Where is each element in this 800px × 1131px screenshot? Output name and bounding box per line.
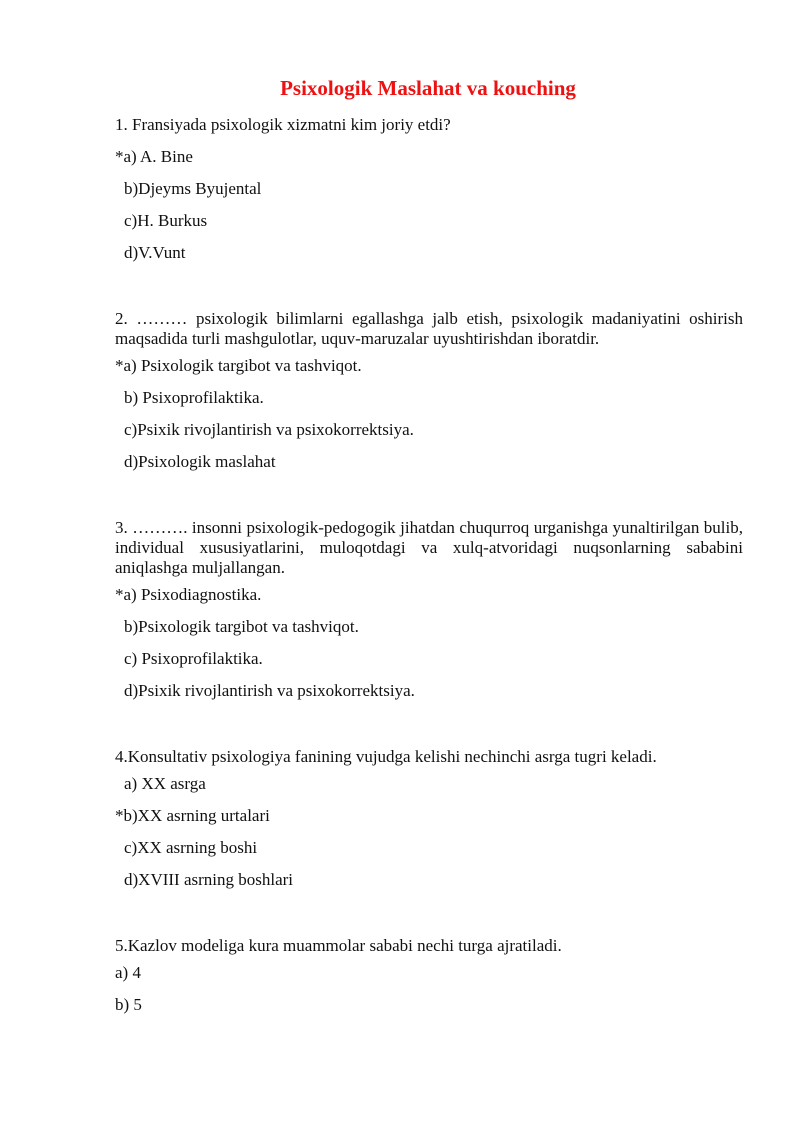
answer-option: b) Psixoprofilaktika.	[124, 388, 264, 407]
answer-option: b) 5	[115, 995, 142, 1014]
answer-option: d)Psixik rivojlantirish va psixokorrektsiya.	[124, 681, 415, 700]
question-text: 3. ………. insonni psixologik-pedogogik jihatdan chuqurroq urganishga yunaltirilgan bulib, individual xususiyatlarini, muloqotdagi va xulq-atvoridagi nuqsonlarning sababini aniqlashga muljallangan.	[115, 518, 743, 577]
answer-option: b)Djeyms Byujental	[124, 179, 262, 198]
answer-option: a) XX asrga	[124, 774, 206, 793]
answer-option: c)XX asrning boshi	[124, 838, 258, 857]
document-body	[115, 112, 743, 1021]
question-block-5	[115, 936, 743, 1021]
answer-option: c)H. Burkus	[124, 211, 208, 230]
question-text: 4.Konsultativ psixologiya fanining vujudga kelishi nechinchi asrga tugri keladi.	[115, 747, 657, 766]
answer-option: d)V.Vunt	[124, 243, 186, 262]
question-text: 2. ……… psixologik bilimlarni egallashga jalb etish, psixologik madaniyatini oshirish maqsadida turli mashgulotlar, uquv-maruzalar uyushtirishdan iboratdir.	[115, 309, 743, 348]
answer-option-correct: *a) Psixodiagnostika.	[115, 585, 262, 604]
question-text: 5.Kazlov modeliga kura muammolar sababi nechi turga ajratiladi.	[115, 936, 562, 955]
answer-option: b)Psixologik targibot va tashviqot.	[124, 617, 359, 636]
answer-option: d)XVIII asrning boshlari	[124, 870, 294, 889]
question-block-4	[115, 747, 743, 896]
question-block-2	[115, 309, 743, 478]
answer-option: a) 4	[115, 963, 141, 982]
answer-option: d)Psixologik maslahat	[124, 452, 276, 471]
answer-option-correct: *b)XX asrning urtalari	[115, 806, 270, 825]
answer-option: c)Psixik rivojlantirish va psixokorrektsiya.	[124, 420, 414, 439]
answer-option-correct: *a) A. Bine	[115, 147, 193, 166]
question-block-1	[115, 115, 743, 269]
question-block-3	[115, 518, 743, 707]
answer-option: c) Psixoprofilaktika.	[124, 649, 263, 668]
answer-option-correct: *a) Psixologik targibot va tashviqot.	[115, 356, 362, 375]
document-title: Psixologik Maslahat va kouching	[280, 76, 576, 100]
question-text: 1. Fransiyada psixologik xizmatni kim joriy etdi?	[115, 115, 451, 134]
